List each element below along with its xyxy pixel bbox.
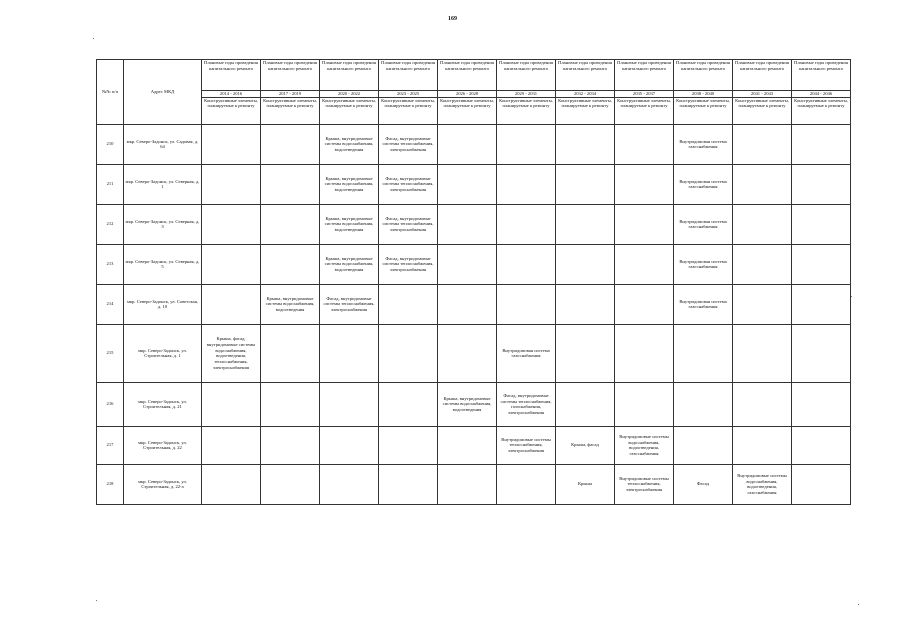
header-planned-years: Плановые годы проведения капитального ремонта <box>261 60 320 91</box>
header-planned-years: Плановые годы проведения капитального ремонта <box>674 60 733 91</box>
header-planned-years: Плановые годы проведения капитального ремонта <box>792 60 851 91</box>
repair-cell: Внутридомовые системы водоснабжения, водоотведения, газоснабжения <box>733 464 792 504</box>
repair-cell <box>674 426 733 464</box>
repair-cell: Крыша, внутридомовые системы водоснабжения, водоотведения <box>261 284 320 324</box>
repair-cell: Крыша, внутридомовые системы водоснабжения, водоотведения <box>320 124 379 164</box>
table-row <box>97 324 851 382</box>
repair-cell <box>379 464 438 504</box>
header-elements: Конструктивные элементы, планируемые к ремонту <box>438 97 497 124</box>
repair-cell: Внутридомовые системы водоснабжения, водоотведения, газоснабжения <box>615 426 674 464</box>
repair-cell: Фасад, внутридомовые системы теплоснабжения, электроснабжения <box>379 164 438 204</box>
header-planned-years: Плановые годы проведения капитального ремонта <box>497 60 556 91</box>
repair-cell <box>261 124 320 164</box>
repair-cell: Внутридомовая система газоснабжения <box>674 284 733 324</box>
header-planned-years: Плановые годы проведения капитального ремонта <box>379 60 438 91</box>
row-number: 211 <box>97 164 124 204</box>
header-number: №№ п/п <box>97 60 124 125</box>
table-row <box>97 124 851 164</box>
row-address: мкр. Северо-Задонск, ул. Строительная, д. 21 <box>124 382 202 426</box>
row-number: 218 <box>97 464 124 504</box>
row-number: 212 <box>97 204 124 244</box>
header-period: 2041 - 2043 <box>733 91 792 98</box>
header-period: 2023 - 2025 <box>379 91 438 98</box>
repair-cell: Крыша, фасад, внутридомовые системы водоснабжения, водоотведения, теплоснабжения, электроснабжения <box>202 324 261 382</box>
header-period: 2035 - 2037 <box>615 91 674 98</box>
repair-cell <box>615 164 674 204</box>
repair-cell: Внутридомовая система газоснабжения <box>497 324 556 382</box>
repair-cell <box>438 324 497 382</box>
repair-cell <box>497 204 556 244</box>
header-elements: Конструктивные элементы, планируемые к ремонту <box>733 97 792 124</box>
header-period: 2020 - 2022 <box>320 91 379 98</box>
repair-cell <box>261 464 320 504</box>
repair-cell <box>438 204 497 244</box>
repair-cell <box>733 164 792 204</box>
repair-cell <box>202 382 261 426</box>
repair-cell <box>792 284 851 324</box>
repair-cell: Крыша, внутридомовые системы водоснабжения, водоотведения <box>320 204 379 244</box>
repair-cell: Внутридомовая система газоснабжения <box>674 204 733 244</box>
repair-cell <box>497 464 556 504</box>
repair-cell <box>556 164 615 204</box>
repair-cell <box>556 244 615 284</box>
header-period: 2017 - 2019 <box>261 91 320 98</box>
header-period: 2014 - 2016 <box>202 91 261 98</box>
header-elements: Конструктивные элементы, планируемые к ремонту <box>615 97 674 124</box>
repair-cell: Крыша <box>556 464 615 504</box>
repair-cell <box>202 244 261 284</box>
repair-cell <box>320 382 379 426</box>
repair-cell <box>261 324 320 382</box>
repair-cell <box>379 382 438 426</box>
repair-cell <box>792 164 851 204</box>
repair-cell <box>202 124 261 164</box>
repair-cell <box>261 204 320 244</box>
row-number: 210 <box>97 124 124 164</box>
row-address: мкр. Северо-Задонск, ул. Северная, д. 1 <box>124 164 202 204</box>
repair-cell <box>497 284 556 324</box>
repair-cell <box>792 124 851 164</box>
scan-speck <box>858 604 859 605</box>
repair-cell <box>320 464 379 504</box>
header-elements: Конструктивные элементы, планируемые к ремонту <box>320 97 379 124</box>
repair-cell: Фасад, внутридомовые системы теплоснабжения, электроснабжения <box>379 244 438 284</box>
repair-cell <box>556 124 615 164</box>
repair-cell <box>202 426 261 464</box>
table-row <box>97 244 851 284</box>
header-period: 2026 - 2028 <box>438 91 497 98</box>
repair-cell <box>438 464 497 504</box>
repair-cell: Крыша, внутридомовые системы водоснабжения, водоотведения <box>320 244 379 284</box>
page-number: 169 <box>448 16 457 22</box>
repair-cell <box>202 284 261 324</box>
repair-cell <box>438 164 497 204</box>
repair-cell <box>438 284 497 324</box>
repair-cell <box>202 204 261 244</box>
repair-cell <box>556 324 615 382</box>
repair-cell: Крыша, внутридомовые системы водоснабжения, водоотведения <box>320 164 379 204</box>
repair-cell <box>792 244 851 284</box>
repair-cell <box>438 124 497 164</box>
repair-cell <box>379 284 438 324</box>
header-period: 2029 - 2031 <box>497 91 556 98</box>
row-number: 213 <box>97 244 124 284</box>
repair-cell: Фасад, внутридомовые системы теплоснабжения, электроснабжения <box>379 124 438 164</box>
repair-cell <box>792 382 851 426</box>
repair-cell <box>792 204 851 244</box>
repair-cell <box>497 244 556 284</box>
repair-cell <box>792 426 851 464</box>
header-period: 2032 - 2034 <box>556 91 615 98</box>
repair-cell <box>438 426 497 464</box>
scan-speck <box>851 296 852 297</box>
repair-cell <box>733 124 792 164</box>
table-row <box>97 164 851 204</box>
repair-cell <box>733 324 792 382</box>
table-row <box>97 382 851 426</box>
header-planned-years: Плановые годы проведения капитального ремонта <box>202 60 261 91</box>
repair-cell <box>438 244 497 284</box>
header-elements: Конструктивные элементы, планируемые к ремонту <box>556 97 615 124</box>
repair-cell: Крыша, фасад <box>556 426 615 464</box>
header-planned-years: Плановые годы проведения капитального ремонта <box>320 60 379 91</box>
repair-cell <box>615 382 674 426</box>
repair-cell <box>733 284 792 324</box>
repair-cell <box>556 284 615 324</box>
row-address: мкр. Северо-Задонск, ул. Садовая, д. 64 <box>124 124 202 164</box>
repair-cell: Фасад, внутридомовые системы теплоснабжения, газоснабжения, электроснабжения <box>497 382 556 426</box>
repair-cell <box>674 324 733 382</box>
scan-speck <box>93 38 94 39</box>
repair-cell: Внутридомовая система газоснабжения <box>674 164 733 204</box>
repair-cell: Фасад, внутридомовые системы теплоснабжения, электроснабжения <box>320 284 379 324</box>
repair-cell <box>674 382 733 426</box>
row-number: 216 <box>97 382 124 426</box>
header-planned-years: Плановые годы проведения капитального ремонта <box>438 60 497 91</box>
repair-cell <box>320 324 379 382</box>
repair-cell: Внутридомовые системы теплоснабжения, электроснабжения <box>497 426 556 464</box>
table-row <box>97 284 851 324</box>
repair-cell <box>261 426 320 464</box>
repair-cell <box>261 244 320 284</box>
table-row <box>97 464 851 504</box>
repair-cell <box>556 382 615 426</box>
repair-cell <box>497 124 556 164</box>
repair-cell: Фасад <box>674 464 733 504</box>
row-number: 217 <box>97 426 124 464</box>
repair-cell <box>615 204 674 244</box>
repair-cell <box>615 324 674 382</box>
repair-cell: Внутридомовые системы теплоснабжения, электроснабжения <box>615 464 674 504</box>
row-address: мкр. Северо-Задонск, ул. Советская, д. 10 <box>124 284 202 324</box>
scan-speck <box>96 600 97 601</box>
repair-cell <box>497 164 556 204</box>
repair-cell <box>615 244 674 284</box>
table-row <box>97 426 851 464</box>
repair-cell <box>379 426 438 464</box>
repair-cell <box>733 426 792 464</box>
repair-cell <box>733 382 792 426</box>
repair-cell <box>792 324 851 382</box>
header-elements: Конструктивные элементы, планируемые к ремонту <box>792 97 851 124</box>
header-period: 2038 - 2040 <box>674 91 733 98</box>
repair-cell <box>733 204 792 244</box>
repair-cell <box>615 124 674 164</box>
repair-cell: Крыша, внутридомовые системы водоснабжения, водоотведения <box>438 382 497 426</box>
header-planned-years: Плановые годы проведения капитального ремонта <box>556 60 615 91</box>
header-period: 2044 - 2046 <box>792 91 851 98</box>
repair-cell <box>379 324 438 382</box>
repair-cell <box>261 382 320 426</box>
row-address: мкр. Северо-Задонск, ул. Северная, д. 3 <box>124 204 202 244</box>
repair-cell <box>202 164 261 204</box>
repair-cell <box>792 464 851 504</box>
row-address: мкр. Северо-Задонск, ул. Северная, д. 5 <box>124 244 202 284</box>
row-address: мкр. Северо-Задонск, ул. Строительная, д. 22 <box>124 426 202 464</box>
header-address: Адрес МКД <box>124 60 202 125</box>
repair-cell: Фасад, внутридомовые системы теплоснабжения, электроснабжения <box>379 204 438 244</box>
repair-cell <box>320 426 379 464</box>
header-elements: Конструктивные элементы, планируемые к ремонту <box>674 97 733 124</box>
row-number: 215 <box>97 324 124 382</box>
row-address: мкр. Северо-Задонск, ул. Строительная, д. 1 <box>124 324 202 382</box>
row-address: мкр. Северо-Задонск, ул. Строительная, д. 22-а <box>124 464 202 504</box>
header-elements: Конструктивные элементы, планируемые к ремонту <box>202 97 261 124</box>
header-elements: Конструктивные элементы, планируемые к ремонту <box>497 97 556 124</box>
repair-schedule-table <box>96 59 851 505</box>
header-elements: Конструктивные элементы, планируемые к ремонту <box>261 97 320 124</box>
table-row <box>97 204 851 244</box>
repair-cell: Внутридомовая система газоснабжения <box>674 244 733 284</box>
repair-cell <box>202 464 261 504</box>
repair-cell <box>261 164 320 204</box>
header-planned-years: Плановые годы проведения капитального ремонта <box>615 60 674 91</box>
header-planned-years: Плановые годы проведения капитального ремонта <box>733 60 792 91</box>
repair-cell <box>733 244 792 284</box>
repair-cell: Внутридомовая система газоснабжения <box>674 124 733 164</box>
row-number: 214 <box>97 284 124 324</box>
header-elements: Конструктивные элементы, планируемые к ремонту <box>379 97 438 124</box>
repair-cell <box>556 204 615 244</box>
repair-cell <box>615 284 674 324</box>
